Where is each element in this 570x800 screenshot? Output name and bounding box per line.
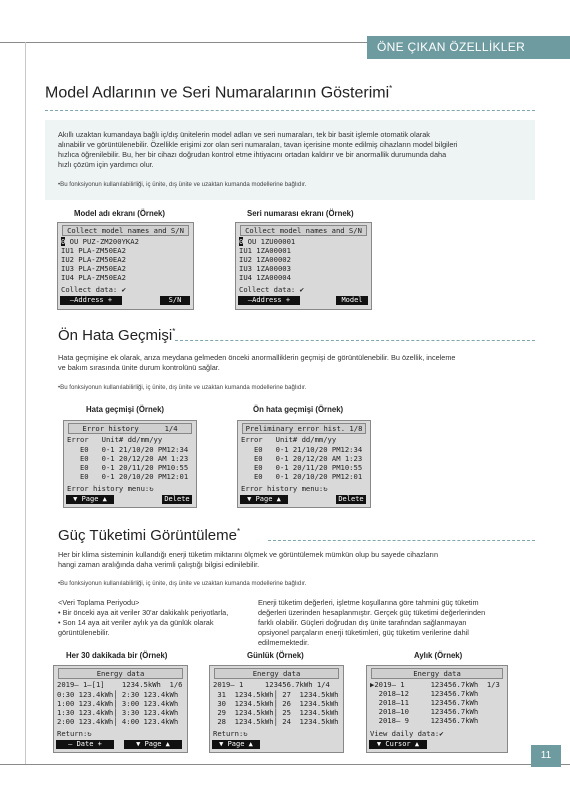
page-button[interactable]: ▼ Page ▲ bbox=[240, 495, 288, 504]
energy-note-line-3: farklı olabilir. Güçleri doğrudan dış ünite tarafından sağlanmayan bbox=[258, 618, 467, 627]
period-line-3: görüntülenebilir. bbox=[58, 628, 110, 637]
screen-row: 30 1234.5kWh│ 26 1234.5kWh bbox=[213, 699, 339, 708]
page-button[interactable]: ▼ Page ▲ bbox=[124, 740, 182, 749]
error-history-caption: Hata geçmişi (Örnek) bbox=[86, 405, 164, 414]
screen-row: 2:00 123.4kWh│ 4:00 123.4kWh bbox=[57, 717, 179, 726]
screen-status: View daily data:✔ bbox=[370, 729, 444, 738]
screen-row: E0 0-1 21/10/20 PM12:34 bbox=[67, 445, 189, 454]
screen-row: IU4 PLA-ZM50EA2 bbox=[61, 273, 126, 282]
screen-row: 0 OU 1ZU00001 bbox=[239, 237, 296, 246]
screen-row: IU1 1ZA00001 bbox=[239, 246, 291, 255]
screen-row: E0 0-1 20/10/20 PM12:01 bbox=[67, 472, 189, 481]
error-title-rule bbox=[175, 340, 535, 341]
screen-row: 28 1234.5kWh│ 24 1234.5kWh bbox=[213, 717, 339, 726]
screen-row: E0 0-1 20/11/20 PM10:55 bbox=[241, 463, 363, 472]
screen-header: Energy data bbox=[58, 668, 183, 679]
screen-row: 2018— 9 123456.7kWh bbox=[370, 716, 479, 725]
page-button[interactable]: ▼ Page ▲ bbox=[212, 740, 260, 749]
left-margin-line bbox=[25, 42, 26, 764]
energy-body-line-1: Her bir klima sisteminin kullandığı enerji tüketim miktarını ölçmek ve görüntülemek mümkün olup bu sayede cihazların bbox=[58, 550, 439, 559]
model-name-screen bbox=[57, 222, 194, 310]
serial-number-screen bbox=[235, 222, 372, 310]
energy-body-line-2: hangi zaman aralığında daha verimli çalıştığı bilgisi edinilebilir. bbox=[58, 560, 260, 569]
bottom-rule bbox=[0, 764, 570, 765]
address-button[interactable]: —Address + bbox=[238, 296, 300, 305]
page-button[interactable]: ▼ Page ▲ bbox=[66, 495, 114, 504]
screen-row: 2018—10 123456.7kWh bbox=[370, 707, 479, 716]
monthly-caption: Aylık (Örnek) bbox=[414, 651, 463, 660]
preliminary-error-screen bbox=[237, 420, 371, 508]
screen-row: IU3 PLA-ZM50EA2 bbox=[61, 264, 126, 273]
error-body-line-1: Hata geçmişine ek olarak, arıza meydana gelmeden önceki anormalliklerin geçmişi de görüntülenebilir. Bu özellik, inceleme bbox=[58, 353, 456, 362]
screen-row: 2018—11 123456.7kWh bbox=[370, 698, 479, 707]
energy-note-line-1: Enerji tüketim değerleri, işletme koşullarına göre tahmini güç tüketim bbox=[258, 598, 479, 607]
sn-button[interactable]: S/N bbox=[160, 296, 190, 305]
screen-row: 31 1234.5kWh│ 27 1234.5kWh bbox=[213, 690, 339, 699]
half-hour-energy-screen bbox=[53, 665, 188, 753]
screen-row: 1:30 123.4kWh│ 3:30 123.4kWh bbox=[57, 708, 179, 717]
address-button[interactable]: —Address + bbox=[60, 296, 122, 305]
screen-status: Error history menu:↻ bbox=[67, 484, 154, 493]
delete-button[interactable]: Delete bbox=[336, 495, 366, 504]
energy-title-rule bbox=[268, 540, 535, 541]
preliminary-error-caption: Ön hata geçmişi (Örnek) bbox=[253, 405, 344, 414]
section-header-tab: ÖNE ÇIKAN ÖZELLİKLER bbox=[367, 36, 570, 59]
energy-section-title: Güç Tüketimi Görüntüleme* bbox=[58, 527, 241, 544]
screen-header: Error history 1/4 bbox=[68, 423, 192, 434]
screen-row: E0 0-1 20/11/20 PM10:55 bbox=[67, 463, 189, 472]
screen-row: E0 0-1 20/12/20 AM 1:23 bbox=[67, 454, 189, 463]
screen-header: Energy data bbox=[371, 668, 503, 679]
model-title-underline bbox=[45, 110, 535, 111]
screen-status: Return:↻ bbox=[57, 729, 92, 738]
period-heading: <Veri Toplama Periyodu> bbox=[58, 598, 140, 607]
model-section-title: Model Adlarının ve Seri Numaralarının Gösterimi* bbox=[45, 84, 393, 102]
model-body-line-2: alınabilir ve görüntülenebilir. Özellikle erişimi zor olan seri numaraları, tavan içerisine monte edilmiş cihazların model bilgileri bbox=[58, 140, 458, 149]
error-note: •Bu fonksiyonun kullanılabilirliği, iç ünite, dış ünite ve uzaktan kumanda modellerine bağlıdır. bbox=[58, 384, 307, 391]
screen-row: 0 OU PUZ-ZM200YKA2 bbox=[61, 237, 139, 246]
delete-button[interactable]: Delete bbox=[162, 495, 192, 504]
screen-summary-row: 2019— 1—[1] 1234.5kWh 1/6 bbox=[57, 680, 183, 689]
cursor-button[interactable]: ▼ Cursor ▲ bbox=[369, 740, 427, 749]
screen-row: IU1 PLA-ZM50EA2 bbox=[61, 246, 126, 255]
screen-row: 1:00 123.4kWh│ 3:00 123.4kWh bbox=[57, 699, 179, 708]
model-body-line-1: Akıllı uzaktan kumandaya bağlı iç/dış ünitelerin model adları ve seri numaraları, tek bir basit işlemle otomatik olarak bbox=[58, 130, 430, 139]
serial-screen-caption: Seri numarası ekranı (Örnek) bbox=[247, 209, 354, 218]
model-screen-caption: Model adı ekranı (Örnek) bbox=[74, 209, 165, 218]
half-hour-caption: Her 30 dakikada bir (Örnek) bbox=[66, 651, 168, 660]
model-note: •Bu fonksiyonun kullanılabilirliği, iç ünite, dış ünite ve uzaktan kumanda modellerine bağlıdır. bbox=[58, 181, 307, 188]
screen-row: ▶2019— 1 123456.7kWh 1/3 bbox=[370, 680, 500, 689]
screen-row: IU3 1ZA00003 bbox=[239, 264, 291, 273]
screen-status: Collect data: ✔ bbox=[239, 285, 304, 294]
screen-row: IU2 1ZA00002 bbox=[239, 255, 291, 264]
error-history-screen bbox=[63, 420, 197, 508]
screen-header: Collect model names and S/N bbox=[62, 225, 189, 236]
screen-summary-row: 2019— 1 123456.7kWh 1/4 bbox=[213, 680, 330, 689]
screen-status: Collect data: ✔ bbox=[61, 285, 126, 294]
screen-header: Collect model names and S/N bbox=[240, 225, 367, 236]
date-button[interactable]: — Date + bbox=[56, 740, 114, 749]
screen-header: Preliminary error hist. 1/8 bbox=[242, 423, 366, 434]
model-body-line-4: hızlı çözüm için yardımcı olur. bbox=[58, 160, 154, 169]
energy-note-line-2: değerleri üzerinden hesaplanmıştır. Gerçek güç tüketimi değerlerinden bbox=[258, 608, 486, 617]
error-body-line-2: ve bakım sırasında ünite durum kontrolünü sağlar. bbox=[58, 363, 220, 372]
energy-note-line-5: edilmemektedir. bbox=[258, 638, 310, 647]
screen-status: Error history menu:↻ bbox=[241, 484, 328, 493]
period-line-2: • Son 14 aya ait veriler aylık ya da günlük olarak bbox=[58, 618, 214, 627]
daily-energy-screen bbox=[209, 665, 344, 753]
screen-column-header: Error Unit# dd/mm/yy bbox=[241, 435, 337, 444]
screen-row: IU2 PLA-ZM50EA2 bbox=[61, 255, 126, 264]
monthly-energy-screen bbox=[366, 665, 508, 753]
screen-row: IU4 1ZA00004 bbox=[239, 273, 291, 282]
model-button[interactable]: Model bbox=[336, 296, 368, 305]
screen-row: E0 0-1 20/12/20 AM 1:23 bbox=[241, 454, 363, 463]
screen-row: E0 0-1 20/10/20 PM12:01 bbox=[241, 472, 363, 481]
screen-row: 29 1234.5kWh│ 25 1234.5kWh bbox=[213, 708, 339, 717]
screen-row: E0 0-1 21/10/20 PM12:34 bbox=[241, 445, 363, 454]
screen-row: 0:30 123.4kWh│ 2:30 123.4kWh bbox=[57, 690, 179, 699]
screen-row: 2018—12 123456.7kWh bbox=[370, 689, 479, 698]
page-number: 11 bbox=[531, 745, 561, 767]
screen-status: Return:↻ bbox=[213, 729, 248, 738]
model-body-line-3: hızlıca öğrenilebilir. Bu, her bir cihazı doğrudan kontrol etme ihtiyacını ortadan kaldırır ve bir anormallik durumunda daha bbox=[58, 150, 447, 159]
screen-header: Energy data bbox=[214, 668, 339, 679]
screen-column-header: Error Unit# dd/mm/yy bbox=[67, 435, 163, 444]
period-line-1: • Bir önceki aya ait veriler 30'ar dakikalık periyotlarla, bbox=[58, 608, 229, 617]
daily-caption: Günlük (Örnek) bbox=[247, 651, 304, 660]
energy-note: •Bu fonksiyonun kullanılabilirliği, iç ünite, dış ünite ve uzaktan kumanda modellerine bağlıdır. bbox=[58, 580, 307, 587]
error-section-title: Ön Hata Geçmişi* bbox=[58, 327, 176, 344]
energy-note-line-4: opsiyonel parçaların enerji tüketimleri, güç tüketim verilerine dahil bbox=[258, 628, 469, 637]
